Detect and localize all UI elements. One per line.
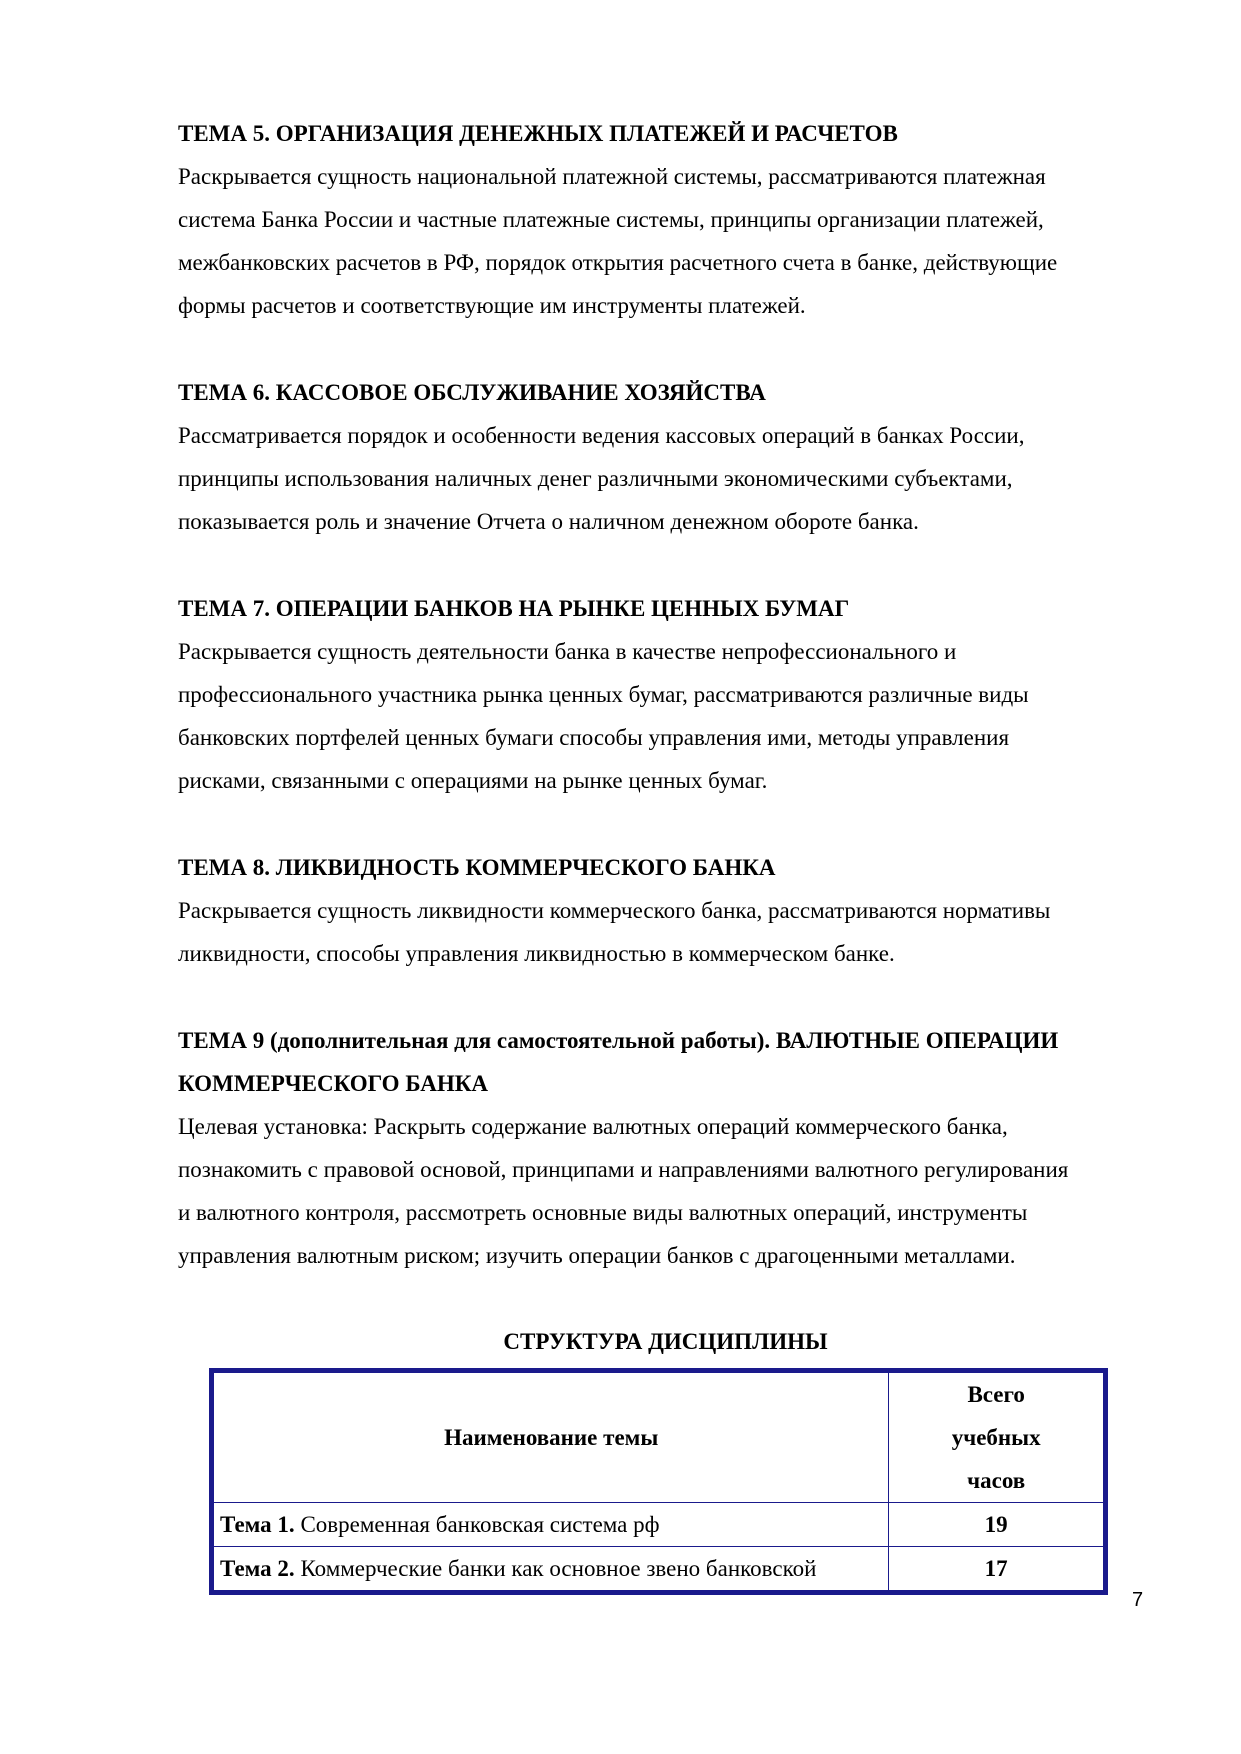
section-body: Раскрывается сущность деятельности банка в качестве непрофессионального и профессионального участника рынка ценных бумаг, рассматриваются различные виды банковских портфелей ценных бумаги способы управления ими, методы управления рисками, связанными с операциями на рынке ценных бумаг. [178, 639, 1029, 793]
section-heading: ТЕМА 8. ЛИКВИДНОСТЬ КОММЕРЧЕСКОГО БАНКА [178, 855, 776, 880]
table-header-row [212, 1371, 1106, 1503]
section-heading-line-1: ТЕМА 9 (дополнительная для самостоятельной работы). ВАЛЮТНЫЕ ОПЕРАЦИИ [178, 1028, 1059, 1053]
table-row [212, 1503, 1106, 1547]
document-content [178, 112, 1158, 1321]
section-body: Целевая установка: Раскрыть содержание валютных операций коммерческого банка, познакомить с правовой основой, принципами и направлениями валютного регулирования и валютного контроля, рассмотреть основные виды валютных операций, инструменты управления валютным риском; изучить операции банков с драгоценными металлами. [178, 1114, 1069, 1268]
structure-title: СТРУКТУРА ДИСЦИПЛИНЫ [503, 1329, 828, 1354]
structure-table [209, 1368, 1108, 1595]
topic-name: Современная банковская система рф [300, 1512, 660, 1537]
section-topic-5 [178, 112, 1158, 327]
topic-hours-cell: 17 [889, 1547, 1106, 1593]
section-heading-line-2: КОММЕРЧЕСКОГО БАНКА [178, 1071, 489, 1096]
topic-number: Тема 2. [220, 1556, 295, 1581]
section-topic-9 [178, 1019, 1158, 1277]
section-topic-7 [178, 587, 1158, 802]
topic-name: Коммерческие банки как основное звено банковской [300, 1556, 817, 1581]
topic-name-cell [212, 1503, 889, 1547]
section-heading: ТЕМА 7. ОПЕРАЦИИ БАНКОВ НА РЫНКЕ ЦЕННЫХ БУМАГ [178, 596, 850, 621]
section-topic-6 [178, 371, 1158, 543]
column-header-topic-name: Наименование темы [212, 1371, 889, 1503]
column-header-total-hours: Всего учебных часов [889, 1371, 1106, 1503]
section-heading: ТЕМА 6. КАССОВОЕ ОБСЛУЖИВАНИЕ ХОЗЯЙСТВА [178, 380, 766, 405]
topic-hours-cell: 19 [889, 1503, 1106, 1547]
topic-number: Тема 1. [220, 1512, 295, 1537]
table-row [212, 1547, 1106, 1593]
topic-name-cell [212, 1547, 889, 1593]
section-topic-8 [178, 846, 1158, 975]
section-body: Раскрывается сущность национальной платежной системы, рассматриваются платежная система Банка России и частные платежные системы, принципы организации платежей, межбанковских расчетов в РФ, порядок открытия расчетного счета в банке, действующие формы расчетов и соответствующие им инструменты платежей. [178, 164, 1058, 318]
section-body: Раскрывается сущность ликвидности коммерческого банка, рассматриваются нормативы ликвидности, способы управления ликвидностью в коммерческом банке. [178, 898, 1051, 966]
section-body: Рассматривается порядок и особенности ведения кассовых операций в банках России, принципы использования наличных денег различными экономическими субъектами, показывается роль и значение Отчета о наличном денежном обороте банка. [178, 423, 1025, 534]
section-heading: ТЕМА 5. ОРГАНИЗАЦИЯ ДЕНЕЖНЫХ ПЛАТЕЖЕЙ И РАСЧЕТОВ [178, 121, 898, 146]
page-number: 7 [1132, 1589, 1144, 1611]
